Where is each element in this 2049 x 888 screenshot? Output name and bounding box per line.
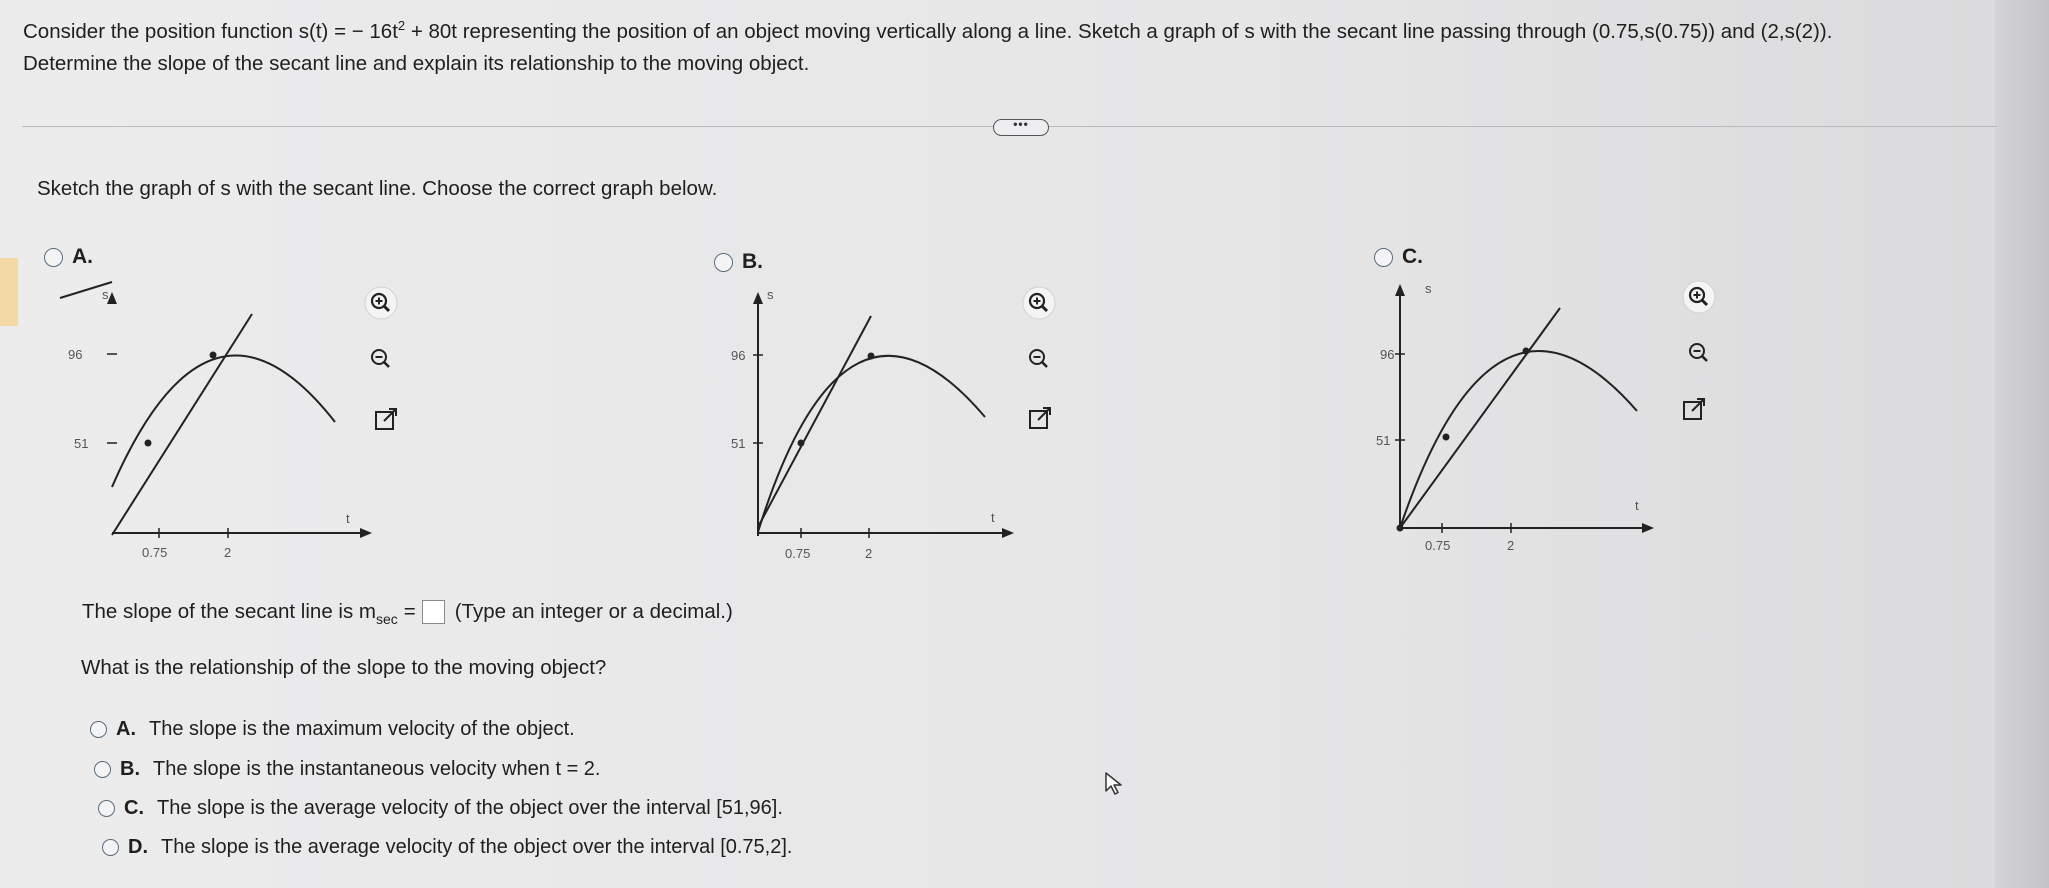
option-c-text: The slope is the average velocity of the object over the interval [51,96]. xyxy=(157,797,783,819)
x-tick-label-2: 2 xyxy=(1507,538,1515,553)
open-external-icon[interactable] xyxy=(1024,402,1058,436)
x-axis-label: t xyxy=(346,511,350,526)
y-tick-label-51: 51 xyxy=(1376,433,1391,448)
option-d-text: The slope is the average velocity of the object over the interval [0.75,2]. xyxy=(161,836,793,858)
x-tick-label-2: 2 xyxy=(865,546,873,561)
open-external-icon[interactable] xyxy=(370,403,404,437)
secant-line xyxy=(112,314,252,535)
radio-graph-a[interactable] xyxy=(44,248,63,267)
open-external-icon[interactable] xyxy=(1678,393,1712,427)
option-a-letter: A. xyxy=(116,718,136,740)
question-line-1: Consider the position function s(t) = − $16t^2 + 80t$ representing the position of an object moving vertically along a line. Sketch a graph of s with the secant line passing through (0.75,s(0.75)) and (2,s(2)). xyxy=(23,18,1833,43)
point-2 xyxy=(210,352,217,359)
screen-edge xyxy=(1995,0,2049,888)
radio-option-a[interactable] xyxy=(90,721,107,738)
mouse-cursor-icon xyxy=(1103,771,1125,797)
zoom-out-icon[interactable] xyxy=(1682,336,1716,370)
y-axis-label: s xyxy=(1425,281,1432,296)
y-axis-label: s xyxy=(102,287,109,302)
option-d-letter: D. xyxy=(128,836,148,858)
slope-answer-input[interactable] xyxy=(422,600,445,624)
graph-a xyxy=(60,282,380,572)
y-axis-arrow xyxy=(107,292,117,304)
secant-line xyxy=(758,316,871,527)
option-a-text: The slope is the maximum velocity of the object. xyxy=(149,718,575,740)
option-c[interactable] xyxy=(98,797,783,820)
graph-choice-c-label: C. xyxy=(1402,245,1423,268)
zoom-out-icon[interactable] xyxy=(1022,342,1056,376)
point-0.75 xyxy=(145,440,152,447)
slope-prefix: The slope of the secant line is m xyxy=(82,600,376,623)
graph-choice-b[interactable] xyxy=(714,250,763,274)
question-line-2: Determine the slope of the secant line and explain its relationship to the moving object. xyxy=(23,52,810,75)
radio-option-b[interactable] xyxy=(94,761,111,778)
zoom-in-icon[interactable] xyxy=(364,286,398,320)
x-axis-arrow xyxy=(1002,528,1014,538)
graph-b xyxy=(705,282,1025,572)
slope-question xyxy=(82,600,733,627)
radio-graph-c[interactable] xyxy=(1374,248,1393,267)
question-text xyxy=(23,16,2033,80)
option-a[interactable] xyxy=(90,718,575,741)
exponent: 2 xyxy=(397,18,406,34)
point-2 xyxy=(1523,348,1530,355)
y-axis-arrow xyxy=(1395,284,1405,296)
graph-choice-c[interactable] xyxy=(1374,245,1423,269)
position-curve xyxy=(112,356,335,487)
zoom-out-icon[interactable] xyxy=(364,342,398,376)
zoom-in-icon[interactable] xyxy=(1022,286,1056,320)
option-b[interactable] xyxy=(94,758,601,781)
graph-choice-a-label: A. xyxy=(72,245,93,268)
y-axis-label: s xyxy=(767,287,774,302)
radio-graph-b[interactable] xyxy=(714,253,733,272)
point-origin xyxy=(1397,525,1404,532)
slope-hint: (Type an integer or a decimal.) xyxy=(454,600,733,623)
sketch-prompt: Sketch the graph of s with the secant line. Choose the correct graph below. xyxy=(37,177,718,200)
y-tick-label-96: 96 xyxy=(731,348,746,363)
x-tick-label-0.75: 0.75 xyxy=(785,546,811,561)
zoom-in-icon[interactable] xyxy=(1682,280,1716,314)
graph-choice-a[interactable] xyxy=(44,245,93,269)
option-d[interactable] xyxy=(102,836,792,859)
y-tick-label-51: 51 xyxy=(74,436,89,451)
x-tick-label-0.75: 0.75 xyxy=(1425,538,1451,553)
y-tick-label-96: 96 xyxy=(1380,347,1395,362)
radio-option-d[interactable] xyxy=(102,839,119,856)
x-tick-label-2: 2 xyxy=(224,545,232,560)
x-axis-label: t xyxy=(991,510,995,525)
y-axis-arrow xyxy=(753,292,763,304)
graph-c xyxy=(1365,278,1685,568)
position-curve xyxy=(758,356,985,532)
graph-choice-b-label: B. xyxy=(742,250,763,273)
left-highlight-strip xyxy=(0,258,18,326)
x-axis-arrow xyxy=(1642,523,1654,533)
y-tick-label-96: 96 xyxy=(68,347,83,362)
secant-line xyxy=(1400,308,1560,528)
x-tick-label-0.75: 0.75 xyxy=(142,545,168,560)
radio-option-c[interactable] xyxy=(98,800,115,817)
slope-equals: = xyxy=(403,600,416,623)
slope-subscript: sec xyxy=(376,611,398,627)
point-2 xyxy=(868,353,875,360)
x-axis-arrow xyxy=(360,528,372,538)
relationship-question: What is the relationship of the slope to the moving object? xyxy=(81,656,607,679)
option-b-text: The slope is the instantaneous velocity when t = 2. xyxy=(153,758,601,780)
y-tick-label-51: 51 xyxy=(731,436,746,451)
point-0.75 xyxy=(798,440,805,447)
x-axis-label: t xyxy=(1635,498,1639,513)
option-b-letter: B. xyxy=(120,758,140,780)
position-curve xyxy=(1400,351,1637,528)
option-c-letter: C. xyxy=(124,797,144,819)
point-0.75 xyxy=(1443,434,1450,441)
expand-button[interactable]: ••• xyxy=(993,119,1049,136)
